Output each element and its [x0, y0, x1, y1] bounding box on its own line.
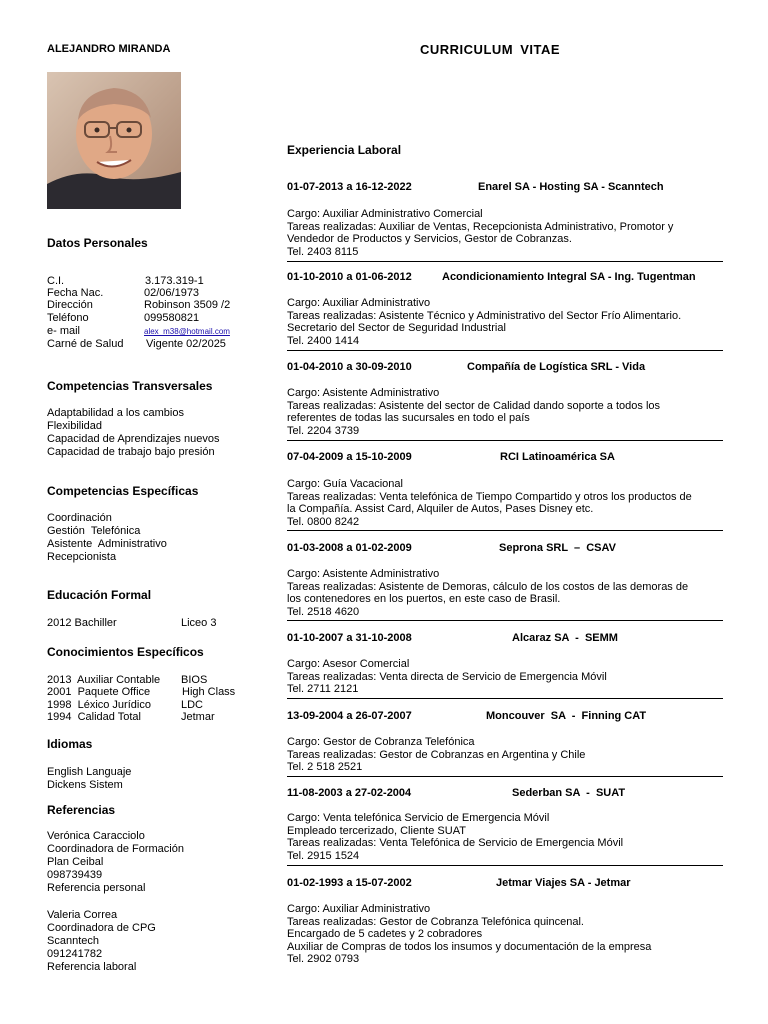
candidate-name: ALEJANDRO MIRANDA — [47, 43, 171, 55]
datos-label: e- mail — [47, 325, 81, 337]
job-line: Encargado de 5 cadetes y 2 cobradores — [287, 928, 483, 940]
job-line: Tel. 2902 0793 — [287, 953, 360, 965]
reference-line: 091241782 — [47, 948, 103, 960]
job-dates: 01-03-2008 a 01-02-2009 — [287, 542, 412, 554]
list-item: Capacidad de trabajo bajo presión — [47, 446, 215, 458]
job-details — [287, 208, 723, 258]
reference-2 — [47, 909, 156, 974]
divider — [287, 620, 723, 621]
document-title: CURRICULUM VITAE — [420, 42, 561, 57]
job-line: Tareas realizadas: Venta telefónica de Tiempo Compartido y otros los productos de — [287, 490, 692, 503]
job-line: referentes de todas las sucursales en todo el país — [287, 412, 530, 424]
reference-line: Referencia personal — [47, 882, 146, 894]
list-item: Recepcionista — [47, 551, 117, 563]
email-link[interactable]: alex_m38@hotmail.com — [144, 327, 230, 336]
datos-label: C.I. — [47, 275, 65, 287]
list-item: Asistente Administrativo — [47, 538, 167, 550]
reference-line: 098739439 — [47, 869, 103, 881]
datos-value: Robinson 3509 /2 — [144, 299, 231, 311]
job-details — [287, 478, 723, 528]
job-line: Tel. 2711 2121 — [287, 683, 359, 695]
idiomas-list — [47, 766, 131, 792]
job-line: Cargo: Venta telefónica Servicio de Emergencia Móvil — [287, 812, 550, 824]
section-idiomas: Idiomas — [47, 737, 93, 751]
job-line: Tareas realizadas: Asistente Técnico y Administrativo del Sector Frío Alimentario. — [287, 309, 682, 322]
list-item: Flexibilidad — [47, 420, 103, 432]
divider — [287, 350, 723, 351]
reference-1 — [47, 830, 184, 895]
datos-value: 099580821 — [144, 312, 200, 324]
course-institution: LDC — [181, 699, 204, 711]
job-dates: 01-10-2010 a 01-06-2012 — [287, 271, 412, 283]
job-entry — [287, 877, 723, 965]
job-line: Cargo: Asistente Administrativo — [287, 568, 440, 580]
job-entry — [287, 451, 723, 528]
datos-value: 3.173.319-1 — [145, 275, 204, 287]
job-company: Jetmar Viajes SA - Jetmar — [496, 877, 631, 889]
job-line: Cargo: Asesor Comercial — [287, 658, 410, 670]
job-dates: 01-04-2010 a 30-09-2010 — [287, 361, 412, 373]
job-line: Cargo: Gestor de Cobranza Telefónica — [287, 736, 475, 748]
job-line: los contenedores en los puertos, en este caso de Brasil. — [287, 593, 561, 605]
section-datos-personales: Datos Personales — [47, 236, 148, 250]
course-institution: BIOS — [181, 674, 208, 686]
list-item: Capacidad de Aprendizajes nuevos — [47, 433, 220, 445]
list-item: Adaptabilidad a los cambios — [47, 407, 184, 419]
job-line: Tareas realizadas: Venta Telefónica de Servicio de Emergencia Móvil — [287, 837, 624, 849]
datos-value: 02/06/1973 — [144, 287, 200, 299]
datos-label: Dirección — [47, 299, 93, 311]
divider — [287, 776, 723, 777]
section-educacion-formal: Educación Formal — [47, 588, 152, 602]
job-line: Cargo: Guía Vacacional — [287, 478, 403, 490]
divider — [287, 698, 723, 699]
list-item: Dickens Sistem — [47, 779, 123, 791]
section-competencias-especificas: Competencias Específicas — [47, 484, 199, 498]
reference-line: Referencia laboral — [47, 961, 137, 973]
job-entry — [287, 271, 723, 347]
job-line: Tel. 2 518 2521 — [287, 761, 363, 773]
datos-label: Teléfono — [47, 312, 89, 324]
job-details — [287, 568, 723, 618]
job-line: Tareas realizadas: Gestor de Cobranza Telefónica quincenal. — [287, 915, 584, 928]
job-line: Tel. 2915 1524 — [287, 849, 360, 862]
job-dates: 07-04-2009 a 15-10-2009 — [287, 451, 412, 463]
job-line: Cargo: Auxiliar Administrativo Comercial — [287, 208, 483, 220]
divider — [287, 865, 723, 866]
job-details — [287, 812, 723, 862]
transversales-list — [47, 407, 219, 459]
course-name: 1994 Calidad Total — [47, 711, 141, 723]
list-item: Coordinación — [47, 512, 112, 524]
job-line: Auxiliar de Compras de todos los insumos y documentación de la empresa — [287, 940, 652, 953]
job-line: Cargo: Auxiliar Administrativo — [287, 297, 431, 309]
especificas-list — [47, 512, 167, 564]
datos-label: Fecha Nac. — [47, 287, 104, 299]
job-company: Moncouver SA - Finning CAT — [486, 710, 647, 722]
job-details — [287, 658, 723, 696]
job-line: Tareas realizadas: Venta directa de Servicio de Emergencia Móvil — [287, 670, 607, 683]
divider — [287, 530, 723, 531]
reference-line: Coordinadora de CPG — [47, 922, 156, 934]
course-institution: High Class — [182, 686, 236, 698]
job-dates: 11-08-2003 a 27-02-2004 — [287, 787, 412, 799]
section-conocimientos: Conocimientos Específicos — [47, 645, 204, 659]
job-line: Empleado tercerizado, Cliente SUAT — [287, 824, 466, 837]
divider — [287, 261, 723, 262]
datos-value: Vigente 02/2025 — [146, 338, 226, 350]
job-entry — [287, 181, 723, 258]
job-entry — [287, 542, 723, 618]
education-degree: 2012 Bachiller — [47, 617, 117, 629]
job-line: Tel. 2403 8115 — [287, 245, 359, 258]
job-company: Acondicionamiento Integral SA - Ing. Tugentman — [442, 271, 696, 283]
job-entry — [287, 710, 723, 773]
job-entry — [287, 361, 723, 437]
job-details — [287, 387, 723, 437]
job-entry — [287, 632, 723, 695]
list-item: Gestión Telefónica — [47, 525, 141, 537]
job-company: Enarel SA - Hosting SA - Scanntech — [478, 181, 664, 193]
profile-photo — [47, 72, 181, 209]
job-line: la Compañía. Assist Card, Alquiler de Autos, Pases Disney etc. — [287, 503, 594, 515]
job-details — [287, 903, 723, 966]
section-competencias-transversales: Competencias Transversales — [47, 379, 213, 393]
job-dates: 01-10-2007 a 31-10-2008 — [287, 632, 412, 644]
job-company: RCI Latinoamérica SA — [500, 451, 615, 463]
job-company: Seprona SRL – CSAV — [499, 542, 616, 554]
reference-line: Coordinadora de Formación — [47, 843, 184, 855]
divider — [287, 440, 723, 441]
job-line: Cargo: Auxiliar Administrativo — [287, 903, 431, 915]
education-institution: Liceo 3 — [181, 617, 217, 629]
job-line: Tel. 2400 1414 — [287, 334, 360, 347]
reference-line: Verónica Caracciolo — [47, 830, 145, 842]
course-institution: Jetmar — [181, 711, 215, 723]
job-line: Tareas realizadas: Auxiliar de Ventas, Recepcionista Administrativo, Promotor y — [287, 220, 674, 233]
course-name: 1998 Léxico Jurídico — [47, 699, 151, 711]
job-line: Tareas realizadas: Asistente de Demoras, cálculo de los costos de las demoras de — [287, 580, 689, 593]
section-experiencia-laboral: Experiencia Laboral — [287, 143, 402, 157]
job-line: Secretario del Sector de Seguridad Industrial — [287, 322, 506, 334]
job-line: Tel. 2204 3739 — [287, 424, 360, 437]
job-details — [287, 736, 723, 774]
job-line: Vendedor de Productos y Servicios, Gestor de Cobranzas. — [287, 233, 572, 245]
job-line: Tel. 0800 8242 — [287, 515, 360, 528]
list-item: English Languaje — [47, 766, 132, 778]
job-entry — [287, 787, 723, 862]
datos-label: Carné de Salud — [47, 338, 124, 350]
reference-line: Scanntech — [47, 935, 99, 947]
reference-line: Plan Ceibal — [47, 856, 104, 868]
job-company: Alcaraz SA - SEMM — [512, 632, 618, 644]
job-details — [287, 297, 723, 347]
reference-line: Valeria Correa — [47, 909, 118, 921]
job-line: Tel. 2518 4620 — [287, 605, 360, 618]
job-dates: 01-02-1993 a 15-07-2002 — [287, 877, 412, 889]
job-line: Tareas realizadas: Asistente del sector de Calidad dando soporte a todos los — [287, 399, 661, 412]
course-name: 2013 Auxiliar Contable — [47, 674, 161, 686]
job-company: Compañía de Logística SRL - Vida — [467, 361, 646, 373]
job-line: Tareas realizadas: Gestor de Cobranzas en Argentina y Chile — [287, 748, 586, 761]
job-dates: 13-09-2004 a 26-07-2007 — [287, 710, 412, 722]
section-referencias: Referencias — [47, 803, 116, 817]
course-name: 2001 Paquete Office — [47, 686, 151, 698]
job-dates: 01-07-2013 a 16-12-2022 — [287, 181, 412, 193]
job-company: Sederban SA - SUAT — [512, 787, 626, 799]
job-line: Cargo: Asistente Administrativo — [287, 387, 440, 399]
